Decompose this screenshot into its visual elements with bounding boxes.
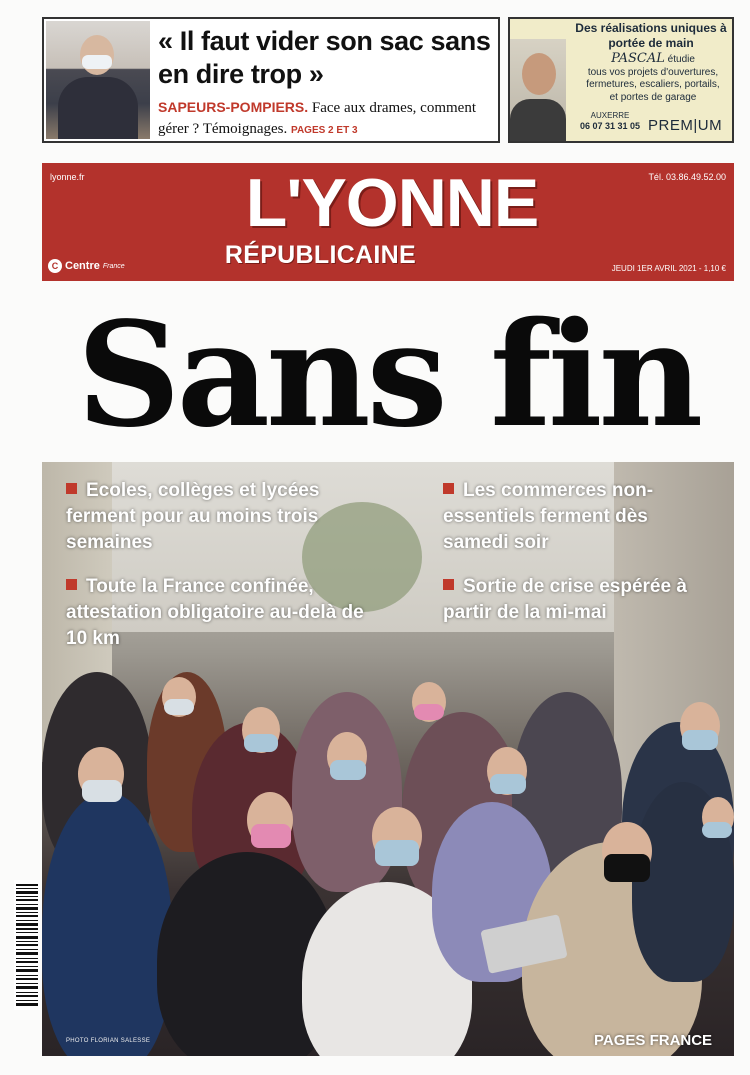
teaser-kicker-text: Face aux drames, comment gérer ? Témoignages. <box>158 100 476 137</box>
bullet-square-icon <box>66 579 77 590</box>
advertisement[interactable] <box>508 17 734 143</box>
masthead-subtitle: RÉPUBLICAINE <box>224 241 416 269</box>
ad-phone: 06 07 31 31 05 <box>579 121 641 131</box>
ad-city: AUXERRE <box>590 111 630 120</box>
group-name: Centre <box>65 260 100 272</box>
bullet-square-icon <box>66 483 77 494</box>
masthead <box>42 163 734 281</box>
masthead-site[interactable]: lyonne.fr <box>50 172 85 182</box>
teaser-kicker-label: SAPEURS-POMPIERS. <box>158 99 309 115</box>
bullet-text: Sortie de crise espérée à partir de la mi-mai <box>443 576 687 623</box>
group-name-small: France <box>102 262 125 270</box>
ad-name: PASCAL <box>611 51 665 66</box>
masthead-phone: Tél. 03.86.49.52.00 <box>648 172 726 182</box>
ad-line2: tous vos projets d'ouvertures, <box>587 66 719 78</box>
masthead-title: L'YONNE <box>245 165 539 241</box>
ad-title: Des réalisations uniques à portée de main <box>575 21 727 50</box>
ad-line3: fermetures, escaliers, portails, <box>586 79 720 90</box>
bullet-shops <box>443 478 703 556</box>
bullet-text: Toute la France confinée, attestation obligatoire au-delà de 10 km <box>66 576 364 649</box>
ad-line4: et portes de garage <box>609 91 697 103</box>
photo-credit: PHOTO FLORIAN SALESSE <box>66 1038 151 1044</box>
bullet-text: Les commerces non-essentiels ferment dès samedi soir <box>443 480 654 553</box>
main-headline: Sans fin <box>76 290 700 459</box>
bullet-exit <box>443 574 703 626</box>
teaser-photo <box>46 21 150 139</box>
bullet-square-icon <box>443 579 454 590</box>
centre-france-icon: C <box>48 259 62 273</box>
teaser-kicker <box>158 97 498 141</box>
bullet-schools <box>66 478 336 556</box>
ad-text <box>574 53 732 104</box>
bullet-square-icon <box>443 483 454 494</box>
teaser-kicker-pages: PAGES 2 ET 3 <box>291 125 358 136</box>
teaser-box[interactable] <box>42 17 500 143</box>
teaser-quote: « Il faut vider son sac sans en dire trop » <box>158 26 491 89</box>
ad-line1: étudie <box>667 54 695 65</box>
bullet-text: Ecoles, collèges et lycées ferment pour au moins trois semaines <box>66 480 320 553</box>
barcode-icon <box>14 880 40 1010</box>
bullet-lockdown <box>66 574 366 652</box>
ad-contact <box>570 111 650 131</box>
issue-date-price: JEUDI 1ER AVRIL 2021 - 1,10 € <box>611 264 726 273</box>
section-label[interactable]: PAGES FRANCE <box>594 1032 713 1049</box>
ad-photo <box>510 39 566 143</box>
group-logo <box>48 259 125 273</box>
ad-brand-logo: PREM|UM <box>648 117 723 134</box>
